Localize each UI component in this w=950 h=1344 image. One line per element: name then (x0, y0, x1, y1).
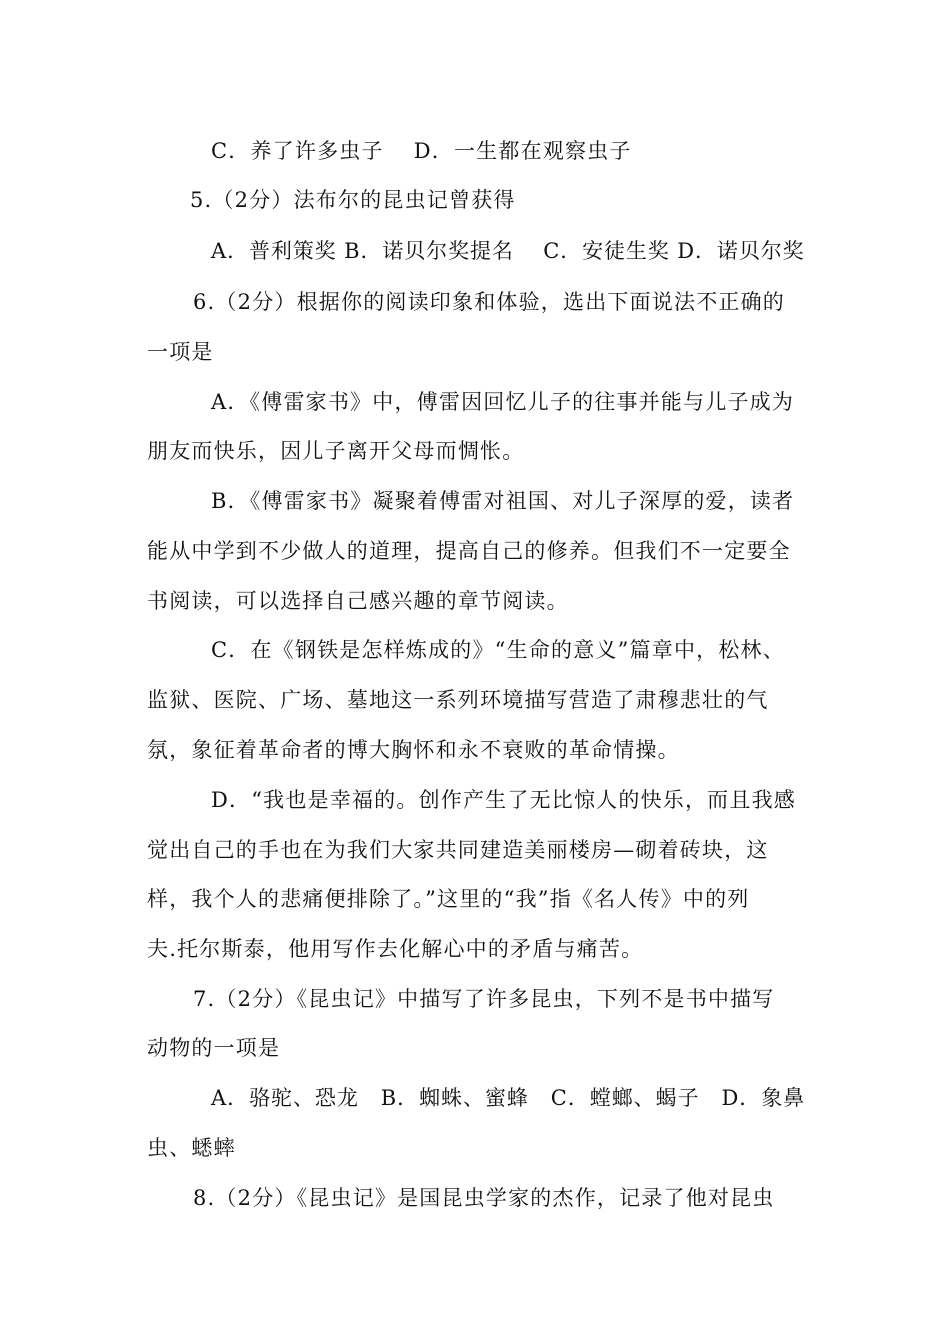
q6-option-c-line-2: 监狱、医院、广场、墓地这一系列环境描写营造了肃穆悲壮的气 (147, 688, 769, 712)
q7-stem-line-2: 动物的一项是 (147, 1036, 281, 1060)
q8-stem-line-1: 8.（2分）《昆虫记》是国昆虫学家的杰作，记录了他对昆虫 (193, 1186, 775, 1210)
q4-option-cd: C．养了许多虫子 D．一生都在观察虫子 (211, 139, 632, 163)
q6-option-d-line-4: 夫.托尔斯泰，他用写作去化解心中的矛盾与痛苦。 (147, 937, 644, 961)
q7-options-line-1: A．骆驼、恐龙 B．蜘蛛、蜜蜂 C．螳螂、蝎子 D．象鼻 (211, 1086, 806, 1110)
q6-option-d-line-3: 样，我个人的悲痛便排除了。”这里的“我”指《名人传》中的列 (147, 887, 750, 911)
q6-option-b-line-2: 能从中学到不少做人的道理，提高自己的修养。但我们不一定要全 (147, 539, 791, 563)
q6-option-b-line-3: 书阅读，可以选择自己感兴趣的章节阅读。 (147, 589, 569, 613)
q5-stem: 5.（2分）法布尔的昆虫记曾获得 (190, 188, 516, 212)
q6-stem-line-1: 6.（2分）根据你的阅读印象和体验，选出下面说法不正确的 (193, 290, 785, 314)
q5-options: A．普利策奖 B．诺贝尔奖提名 C．安徒生奖 D．诺贝尔奖 (211, 239, 805, 263)
q6-option-c-line-3: 氛，象征着革命者的博大胸怀和永不衰败的革命情操。 (147, 738, 680, 762)
q6-option-a-line-2: 朋友而快乐，因儿子离开父母而惆怅。 (147, 439, 525, 463)
q6-stem-line-2: 一项是 (147, 340, 214, 364)
q6-option-b-line-1: B．《傅雷家书》凝聚着傅雷对祖国、对儿子深厚的爱，读者 (211, 489, 795, 513)
q6-option-d-line-2: 觉出自己的手也在为我们大家共同建造美丽楼房—砌着砖块，这 (147, 838, 769, 862)
q6-option-d-line-1: D．“我也是幸福的。创作产生了无比惊人的快乐，而且我感 (211, 788, 796, 812)
q7-stem-line-1: 7.（2分）《昆虫记》中描写了许多昆虫，下列不是书中描写 (193, 987, 775, 1011)
q6-option-c-line-1: C．在《钢铁是怎样炼成的》“生命的意义”篇章中，松林、 (211, 638, 785, 662)
q6-option-a-line-1: A．《傅雷家书》中，傅雷因回忆儿子的往事并能与儿子成为 (211, 390, 795, 414)
q7-options-line-2: 虫、蟋蟀 (147, 1136, 236, 1160)
